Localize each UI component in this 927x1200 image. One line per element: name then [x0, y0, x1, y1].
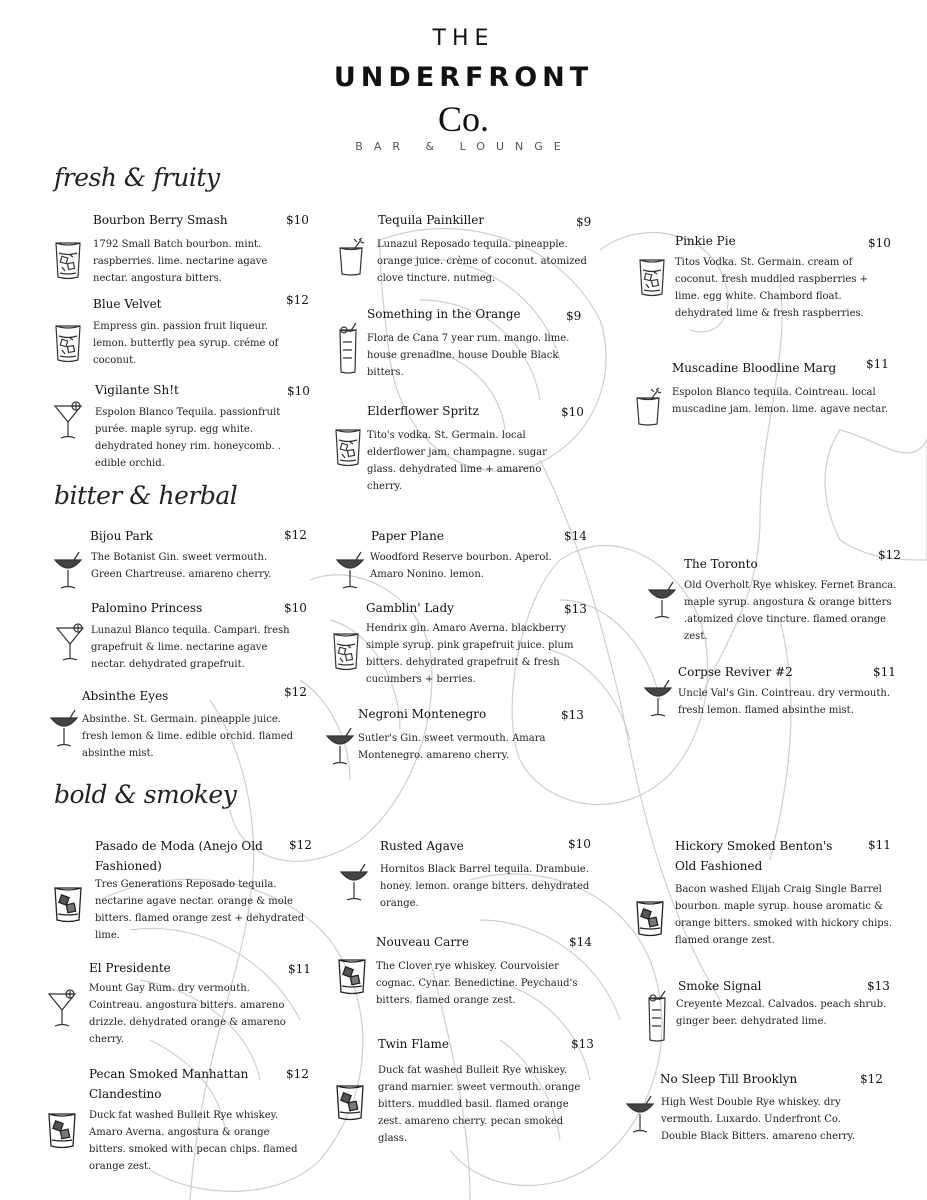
item-description: Sutler's Gin. sweet vermouth. Amara Montenegro. amareno cherry. — [358, 733, 546, 761]
item-name: Hickory Smoked Benton's Old Fashioned — [675, 839, 833, 873]
section-title-fresh: fresh & fruity — [54, 163, 220, 192]
item-name: Pecan Smoked Manhattan Clandestino — [89, 1067, 249, 1101]
ice-rocks-glass-icon — [46, 1106, 78, 1150]
item-description: Flora de Cana 7 year rum. mango. lime. house grenadine. house Double Black bitters. — [367, 333, 570, 378]
item-name: Palomino Princess — [91, 601, 203, 615]
coupe-glass-icon — [324, 724, 356, 768]
item-price: $10 — [284, 601, 307, 615]
item-name: No Sleep Till Brooklyn — [660, 1072, 798, 1086]
brand-the: THE — [432, 26, 495, 51]
item-price: $11 — [288, 962, 311, 976]
item-name: Twin Flame — [378, 1037, 450, 1051]
item-name: The Toronto — [684, 557, 758, 571]
item-price: $13 — [867, 979, 890, 993]
rocks-glass-icon — [52, 237, 84, 281]
ice-rocks-glass-icon — [52, 880, 84, 924]
item-description: Old Overholt Rye whiskey. Fernet Branca. maple syrup. angostura & orange bitters .atomized clove tincture. flamed orange zest. — [684, 580, 897, 642]
item-price: $9 — [566, 309, 582, 323]
coupe-glass-icon — [334, 548, 366, 592]
item-price: $13 — [571, 1037, 594, 1051]
martini-glass-icon — [54, 620, 86, 664]
coupe-glass-icon — [338, 860, 370, 904]
item-description: Tito's vodka. St. Germain. local elderflower jam. champagne. sugar glass. dehydrated lime + amareno cherry. — [367, 430, 547, 492]
item-price: $12 — [860, 1072, 883, 1086]
item-price: $10 — [868, 236, 891, 250]
item-price: $13 — [564, 602, 587, 616]
rocks-glass-icon — [330, 628, 362, 672]
item-description: Espolon Blanco tequila. Cointreau. local muscadine jam. lemon. lime. agave nectar. — [672, 387, 889, 415]
item-price: $11 — [866, 357, 889, 371]
item-description: Duck fat washed Bulleit Rye whiskey. Amaro Averna. angostura & orange bitters. smoked with pecan chips. flamed orange zest. — [89, 1110, 298, 1172]
highball-glass-icon — [641, 990, 673, 1044]
item-description: Titos Vodka. St. Germain. cream of coconut. fresh muddled raspberries + lime. egg white. Chambord float. dehydrated lime & fresh raspberries. — [675, 257, 869, 319]
coupe-glass-icon — [646, 578, 678, 622]
item-price: $12 — [284, 685, 307, 699]
item-description: Absinthe. St. Germain. pineapple juice. fresh lemon & lime. edible orchid. flamed absinthe mist. — [82, 714, 294, 759]
item-name: Negroni Montenegro — [358, 707, 487, 721]
coupe-glass-icon — [52, 548, 84, 592]
section-title-bitter: bitter & herbal — [54, 481, 238, 510]
section-title-bold: bold & smokey — [54, 780, 237, 809]
item-name: Corpse Reviver #2 — [678, 665, 793, 679]
item-description: The Clover rye whiskey. Courvoisier cognac. Cynar. Benedictine. Peychaud's bitters. flamed orange zest. — [376, 961, 578, 1006]
ice-rocks-glass-icon — [336, 952, 368, 996]
item-description: Mount Gay Rum. dry vermouth. Cointreau. angostura bitters. amareno drizzle. dehydrated orange & amareno cherry. — [89, 983, 286, 1045]
item-description: Bacon washed Elijah Craig Single Barrel bourbon. maple syrup. house aromatic & orange bitters. smoked with hickory chips. flamed orange zest. — [675, 884, 892, 946]
item-description: Tres Generations Reposado tequila. nectarine agave nectar. orange & mole bitters. flamed orange zest + dehydrated lime. — [95, 879, 305, 941]
coupe-glass-icon — [624, 1092, 656, 1136]
highball-glass-icon — [332, 322, 364, 376]
item-price: $12 — [289, 838, 312, 852]
item-description: Empress gin. passion fruit liqueur. lemon. butterfly pea syrup. créme of coconut. — [93, 321, 279, 366]
item-name: Absinthe Eyes — [82, 689, 169, 703]
brand-co: Co. — [437, 99, 489, 139]
item-name: Pinkie Pie — [675, 234, 736, 248]
item-name: Muscadine Bloodline Marg — [672, 361, 837, 375]
item-description: Duck fat washed Bulleit Rye whiskey. grand marnier. sweet vermouth. orange bitters. muddled basil. flamed orange zest. amareno cherry. pecan smoked glass. — [378, 1065, 581, 1144]
item-name: Blue Velvet — [93, 297, 162, 311]
item-description: 1792 Small Batch bourbon. mint. raspberries. lime. nectarine agave nectar. angostura bitters. — [93, 239, 268, 284]
martini-glass-icon — [52, 398, 84, 442]
item-name: Bijou Park — [90, 529, 153, 543]
item-name: Gamblin' Lady — [366, 601, 454, 615]
item-description: Hornitos Black Barrel tequila. Drambuie. honey. lemon. orange bitters. dehydrated orange. — [380, 864, 590, 909]
ice-rocks-glass-icon — [334, 1078, 366, 1122]
item-price: $10 — [287, 384, 310, 398]
item-price: $12 — [286, 293, 309, 307]
item-name: Vigilante Sh!t — [95, 383, 179, 397]
item-price: $12 — [284, 528, 307, 542]
item-description: Hendrix gin. Amaro Averna. blackberry simple syrup. pink grapefruit juice. plum bitters. dehydrated grapefruit & fresh cucumbers + berries. — [366, 623, 574, 685]
item-description: The Botanist Gin. sweet vermouth. Green Chartreuse. amareno cherry. — [91, 552, 272, 580]
item-price: $10 — [561, 405, 584, 419]
item-price: $12 — [286, 1067, 309, 1081]
item-description: Creyente Mezcal. Calvados. peach shrub. ginger beer. dehydrated lime. — [676, 999, 887, 1027]
item-price: $9 — [576, 215, 592, 229]
item-price: $14 — [564, 529, 587, 543]
item-description: Lunazul Reposado tequila. pineapple. orange juice. crème of coconut. atomized clove tincture. nutmeg. — [377, 239, 587, 284]
garnished-tumbler-icon — [632, 384, 664, 428]
item-description: High West Double Rye whiskey. dry vermouth. Luxardo. Underfront Co. Double Black Bitters. amareno cherry. — [661, 1097, 856, 1142]
item-name: Bourbon Berry Smash — [93, 213, 228, 227]
item-name: Nouveau Carre — [376, 935, 469, 949]
brand-subtitle: BAR & LOUNGE — [355, 140, 572, 153]
item-description: Espolon Blanco Tequila. passionfruit purée. maple syrup. egg white. dehydrated honey rim. honeycomb. . edible orchid. — [95, 407, 282, 469]
item-price: $10 — [568, 837, 591, 851]
item-name: El Presidente — [89, 961, 171, 975]
item-name: Tequila Painkiller — [378, 213, 485, 227]
rocks-glass-icon — [332, 424, 364, 468]
item-description: Woodford Reserve bourbon. Aperol. Amaro Nonino. lemon. — [370, 552, 552, 580]
coupe-glass-icon — [48, 706, 80, 750]
martini-glass-icon — [46, 986, 78, 1030]
item-name: Paper Plane — [371, 529, 444, 543]
item-price: $10 — [286, 213, 309, 227]
item-description: Uncle Val's Gin. Cointreau. dry vermouth. fresh lemon. flamed absinthe mist. — [678, 688, 890, 716]
item-name: Something in the Orange — [367, 307, 521, 321]
item-name: Elderflower Spritz — [367, 404, 479, 418]
rocks-glass-icon — [52, 320, 84, 364]
ice-rocks-glass-icon — [634, 894, 666, 938]
item-price: $12 — [878, 548, 901, 562]
rocks-glass-icon — [636, 254, 668, 298]
coupe-glass-icon — [642, 676, 674, 720]
item-price: $11 — [873, 665, 896, 679]
item-description: Lunazul Blanco tequila. Campari. fresh grapefruit & lime. nectarine agave nectar. dehydrated grapefruit. — [91, 625, 290, 670]
item-name: Pasado de Moda (Anejo Old Fashioned) — [95, 839, 263, 873]
brand-name: UNDERFRONT — [333, 62, 594, 93]
item-name: Smoke Signal — [678, 979, 762, 993]
item-price: $13 — [561, 708, 584, 722]
item-price: $14 — [569, 935, 592, 949]
item-name: Rusted Agave — [380, 839, 464, 853]
garnished-tumbler-icon — [335, 234, 367, 278]
item-price: $11 — [868, 838, 891, 852]
